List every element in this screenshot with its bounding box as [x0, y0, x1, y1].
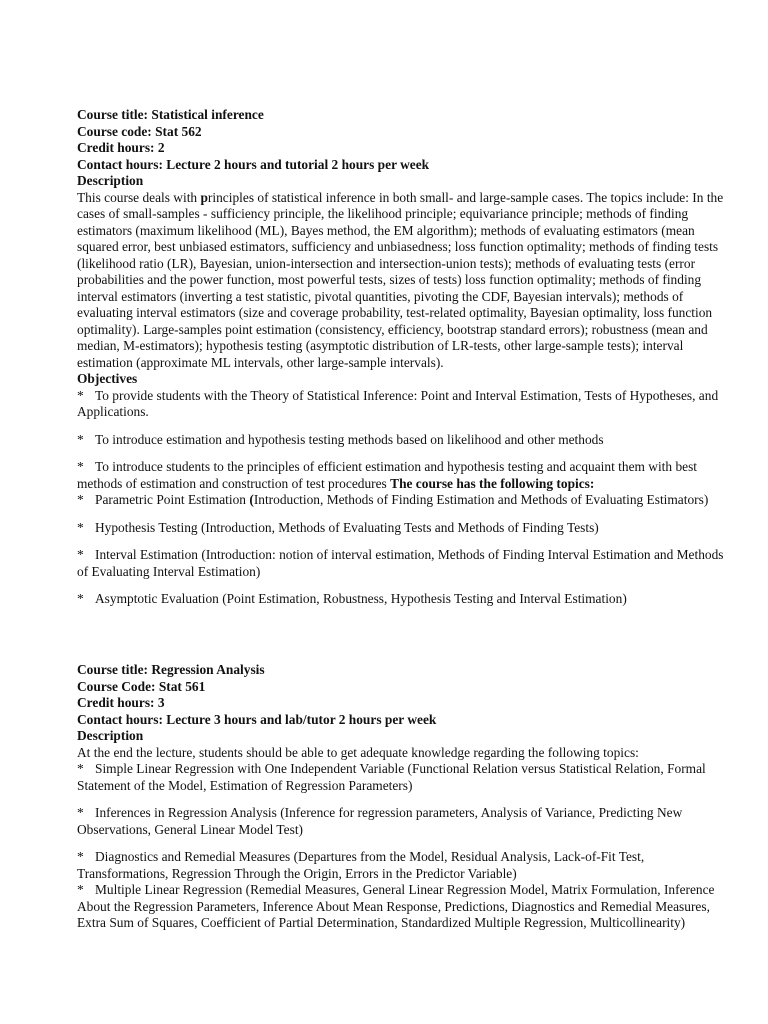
list-item: * To provide students with the Theory of Statistical Inference: Point and Interval Estimation, Tests of Hypotheses, and Applications.	[77, 387, 719, 419]
course-code: Course Code: Stat 561	[77, 678, 206, 694]
description-text: This course deals with principles of statistical inference in both small- and large-sample cases. The topics include: In the cases of small-samples - sufficiency principle, the likelihood principle; equivariance principle; methods of finding estimators (maximum likelihood (ML), Bayes method, the EM algorithm); methods of evaluating estimators (mean squared error, best unbiased estimators, sufficiency and unbiasedness; loss function optimality; methods of finding tests (likelihood ratio (LR), Bayesian, union-intersection and intersection-union tests); methods of evaluating tests (error probabilities and the power function, most powerful tests, sizes of tests) loss function optimality; methods of finding interval estimators (inverting a test statistic, pivotal quantities, pivoting the CDF, Bayesian intervals); methods of evaluating interval estimators (size and coverage probability, test-related optimality, Bayesian optimality, loss function optimality). Large-samples point estimation (consistency, efficiency, bootstrap standard errors); robustness (mean and median, M-estimators); hypothesis testing (asymptotic distribution of LR-tests, other large-sample tests); interval estimation (approximate ML intervals, other large-sample intervals).	[77, 189, 724, 370]
course-title: Course title: Statistical inference	[77, 107, 264, 122]
bullet-icon: *	[77, 431, 84, 447]
list-item: * Interval Estimation (Introduction: notion of interval estimation, Methods of Finding Interval Estimation and Methods of Evaluating Interval Estimation)	[77, 547, 724, 579]
bullet-icon: *	[77, 882, 84, 897]
bullet-icon: *	[77, 761, 84, 776]
list-item: * Multiple Linear Regression (Remedial Measures, General Linear Regression Model, Matrix Formulation, Inference About the Regression Parameters, Inference About Mean Response, Predictions, Diagnostics and Remedial Measures, Extra Sum of Squares, Coefficient of Partial Determination, Standardized Multiple Regression, Multicollinearity)	[77, 882, 715, 930]
credit-hours: Credit hours: 2	[77, 140, 165, 155]
list-item: * Parametric Point Estimation (Introduction, Methods of Finding Estimation and Methods of Evaluating Estimators)	[77, 492, 709, 507]
bullet-icon: *	[77, 519, 84, 535]
course-regression-analysis	[77, 662, 725, 932]
list-item: * To introduce students to the principles of efficient estimation and hypothesis testing and acquaint them with best methods of estimation and construction of test procedures The course has the following topics:	[77, 459, 698, 491]
list-item: * Inferences in Regression Analysis (Inference for regression parameters, Analysis of Variance, Predicting New Observations, General Linear Model Test)	[77, 805, 683, 837]
contact-hours: Contact hours: Lecture 2 hours and tutorial 2 hours per week	[77, 156, 430, 172]
description-heading: Description	[77, 173, 144, 188]
contact-hours: Contact hours: Lecture 3 hours and lab/tutor 2 hours per week	[77, 711, 437, 727]
course-code: Course code: Stat 562	[77, 123, 202, 139]
course-title: Course title: Regression Analysis	[77, 662, 265, 677]
credit-hours: Credit hours: 3	[77, 695, 165, 710]
bullet-icon: *	[77, 459, 84, 474]
bullet-icon: *	[77, 492, 84, 507]
description-text: At the end the lecture, students should be able to get adequate knowledge regarding the following topics:	[77, 744, 639, 760]
list-item: * To introduce estimation and hypothesis testing methods based on likelihood and other methods	[77, 431, 604, 447]
list-item: * Simple Linear Regression with One Independent Variable (Functional Relation versus Statistical Relation, Formal Statement of the Model, Estimation of Regression Parameters)	[77, 761, 706, 793]
list-item: * Hypothesis Testing (Introduction, Methods of Evaluating Tests and Methods of Finding Tests)	[77, 519, 599, 535]
course-statistical-inference	[77, 107, 725, 608]
list-item: * Diagnostics and Remedial Measures (Departures from the Model, Residual Analysis, Lack-of-Fit Test, Transformations, Regression Through the Origin, Errors in the Predictor Variable)	[77, 849, 645, 881]
list-item: * Asymptotic Evaluation (Point Estimation, Robustness, Hypothesis Testing and Interval Estimation)	[77, 591, 627, 606]
bullet-icon: *	[77, 387, 84, 403]
topics-heading: The course has the following topics:	[390, 475, 595, 491]
bullet-icon: *	[77, 805, 84, 820]
description-heading: Description	[77, 728, 144, 743]
bullet-icon: *	[77, 591, 84, 606]
bullet-icon: *	[77, 849, 84, 864]
objectives-heading: Objectives	[77, 371, 138, 386]
bullet-icon: *	[77, 547, 84, 562]
